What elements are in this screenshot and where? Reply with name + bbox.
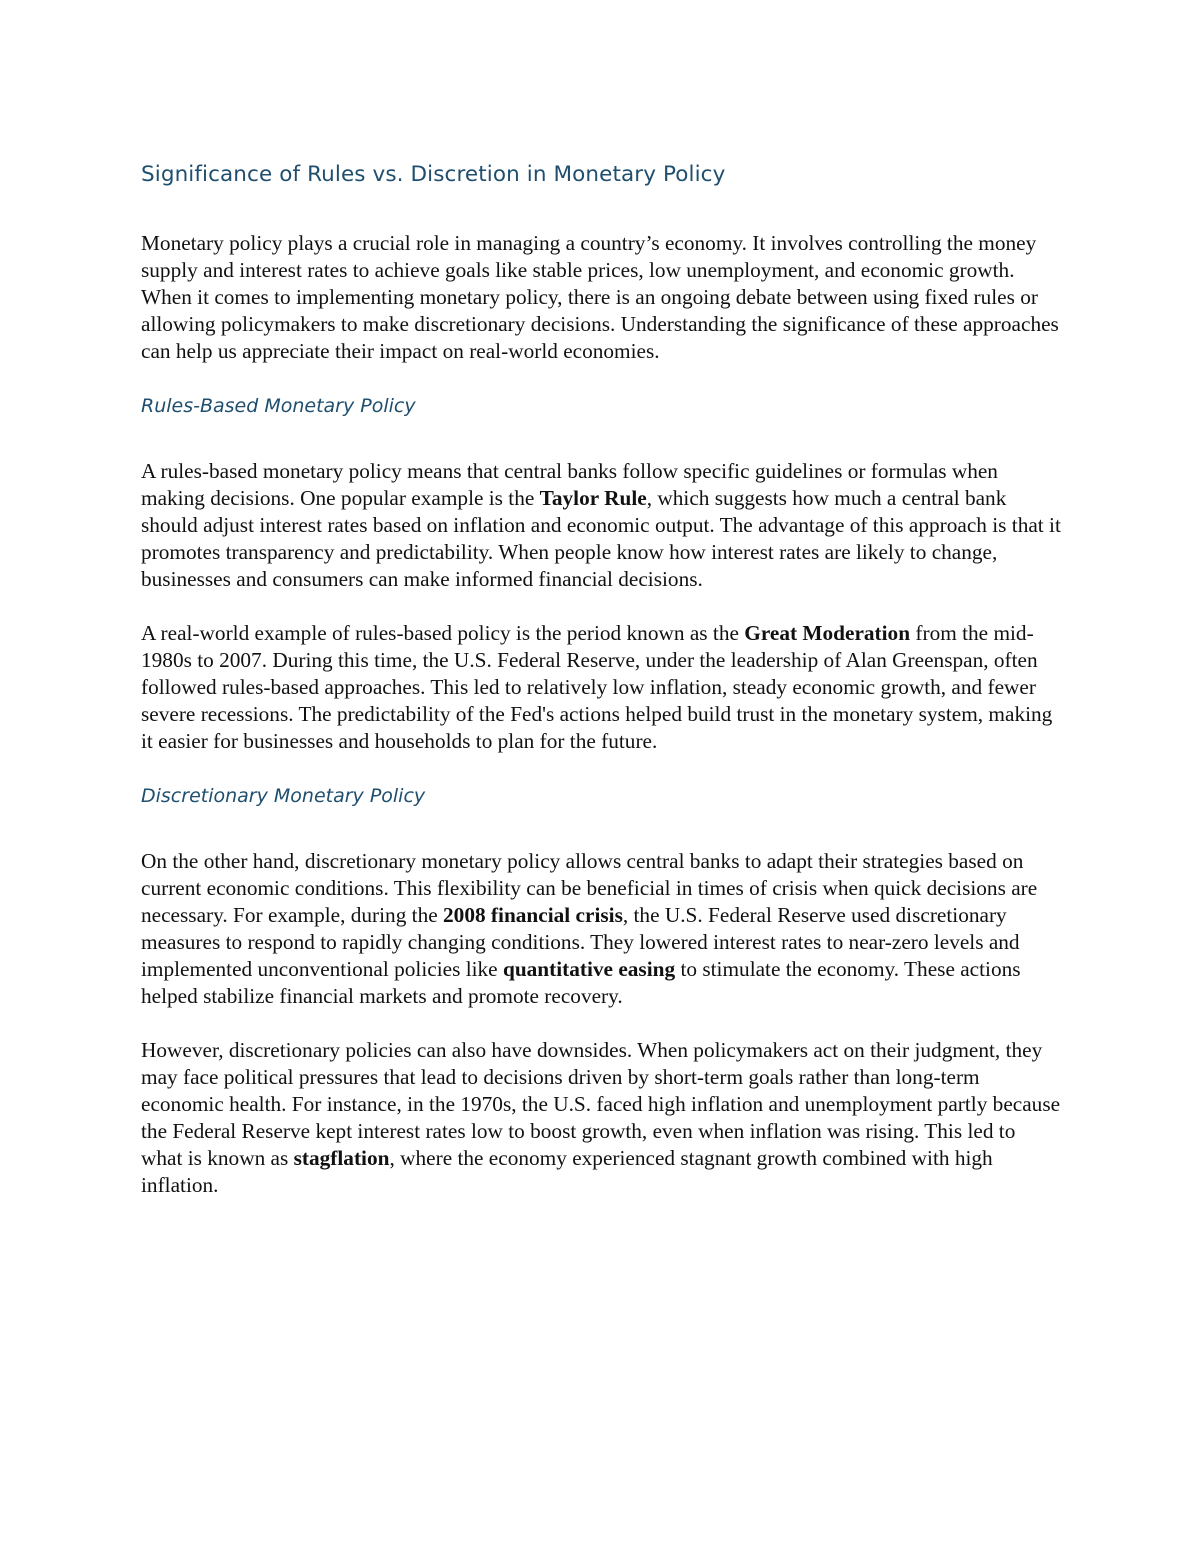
text-run: , the U.S. Federal Reserve used discretionary measures to respond to rapidly changing conditions. They lowered interest rates to near-zero levels and implemented unconventional policies like — [141, 903, 1020, 981]
text-run: However, discretionary policies can also have downsides. When policymakers act on their judgment, they may face political pressures that lead to decisions driven by short-term goals rather than long-term economic health. For instance, in the 1970s, the U.S. faced high inflation and unemployment partly because the Federal Reserve kept interest rates low to boost growth, even when inflation was rising. This led to what is known as — [141, 1038, 1061, 1170]
document-page — [141, 160, 1061, 1226]
text-run: On the other hand, discretionary monetary policy allows central banks to adapt their strategies based on current economic conditions. This flexibility can be beneficial in times of crisis when quick decisions are necessary. For example, during the — [141, 849, 1038, 927]
text-run: from the mid-1980s to 2007. During this time, the U.S. Federal Reserve, under the leadership of Alan Greenspan, often followed rules-based approaches. This led to relatively low inflation, steady economic growth, and fewer severe recessions. The predictability of the Fed's actions helped build trust in the monetary system, making it easier for businesses and households to plan for the future. — [141, 621, 1053, 753]
discretionary-paragraph-1 — [141, 848, 1061, 1010]
bold-term-2008-financial-crisis: 2008 financial crisis — [443, 903, 623, 927]
text-run: , which suggests how much a central bank should adjust interest rates based on inflation and economic output. The advantage of this approach is that it promotes transparency and predictability. When people know how interest rates are likely to change, businesses and consumers can make informed financial decisions. — [141, 486, 1061, 591]
rules-based-paragraph-2 — [141, 620, 1061, 755]
bold-term-taylor-rule: Taylor Rule — [539, 486, 647, 510]
bold-term-stagflation: stagflation — [293, 1146, 390, 1170]
discretionary-paragraph-2 — [141, 1037, 1061, 1199]
bold-term-quantitative-easing: quantitative easing — [502, 957, 676, 981]
intro-paragraph: Monetary policy plays a crucial role in managing a country’s economy. It involves controlling the money supply and interest rates to achieve goals like stable prices, low unemployment, and economic growth. When it comes to implementing monetary policy, there is an ongoing debate between using fixed rules or allowing policymakers to make discretionary decisions. Understanding the significance of these approaches can help us appreciate their impact on real-world economies. — [141, 231, 1059, 363]
section-heading-rules-based: Rules-Based Monetary Policy — [141, 395, 416, 417]
section-heading-discretionary: Discretionary Monetary Policy — [141, 785, 426, 807]
text-run: A rules-based monetary policy means that central banks follow specific guidelines or formulas when making decisions. One popular example is the — [141, 459, 998, 510]
bold-term-great-moderation: Great Moderation — [744, 621, 911, 645]
document-title: Significance of Rules vs. Discretion in Monetary Policy — [141, 162, 726, 187]
text-run: A real-world example of rules-based policy is the period known as the — [141, 621, 745, 645]
text-run: to stimulate the economy. These actions helped stabilize financial markets and promote recovery. — [141, 957, 1021, 1008]
rules-based-paragraph-1 — [141, 458, 1061, 593]
text-run: , where the economy experienced stagnant growth combined with high inflation. — [141, 1146, 993, 1197]
